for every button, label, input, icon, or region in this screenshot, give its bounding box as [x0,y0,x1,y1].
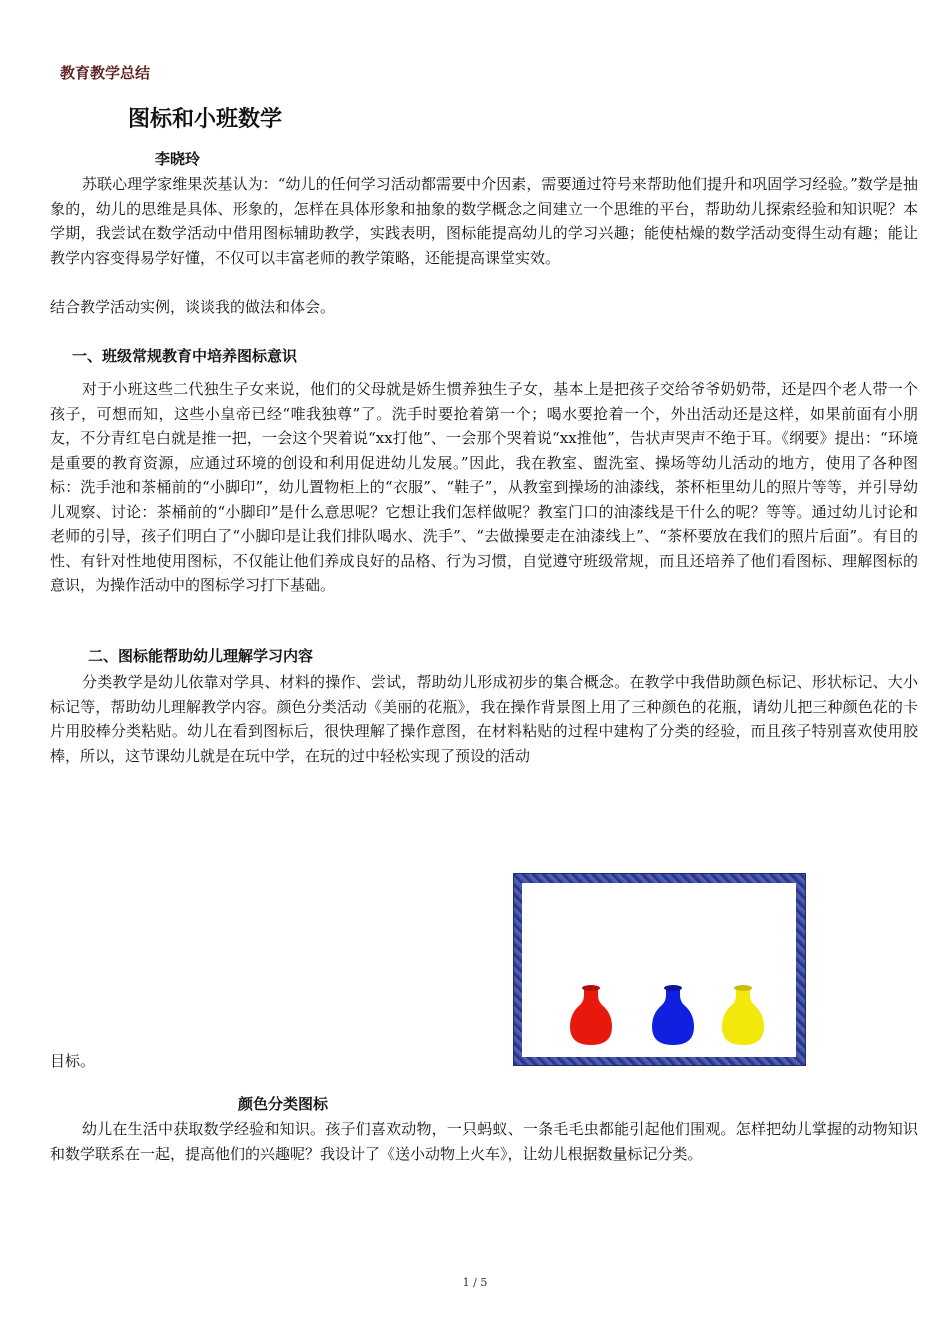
section-3-paragraph: 幼儿在生活中获取数学经验和知识。孩子们喜欢动物，一只蚂蚁、一条毛毛虫都能引起他们围观。怎样把幼儿掌握的动物知识和数学联系在一起，提高他们的兴趣呢？我设计了《送小动物上火车》，让幼儿根据数量标记分类。 [50,1120,918,1163]
section-1-heading: 一、班级常规教育中培养图标意识 [72,347,298,365]
yellow-vase-icon [720,985,766,1047]
intro-paragraph: 苏联心理学家维果茨基认为：“幼儿的任何学习活动都需要中介因素，需要通过符号来帮助他们提升和巩固学习经验。”数学是抽象的，幼儿的思维是具体、形象的，怎样在具体形象和抽象的数学概念之间建立一个思维的平台，帮助幼儿探索经验和知识呢？本学期，我尝试在数学活动中借用图标辅助教学，实践表明，图标能提高幼儿的学习兴趣；能使枯燥的数学活动变得生动有趣；能让教学内容变得易学好懂，不仅可以丰富老师的教学策略，还能提高课堂实效。 [50,175,918,267]
section-2-heading: 二、图标能帮助幼儿理解学习内容 [88,647,314,665]
header-tag: 教育教学总结 [60,64,151,82]
page-number: 1 / 5 [462,1276,488,1289]
section-1-paragraph: 对于小班这些二代独生子女来说，他们的父母就是娇生惯养独生子女，基本上是把孩子交给爷爷奶奶带，还是四个老人带一个孩子，可想而知，这些小皇帝已经“唯我独尊”了。洗手时要抢着第一个；喝水要抢着一个，外出活动还是这样，如果前面有小朋友，不分青红皂白就是推一把，一会这个哭着说“xx打他”、一会那个哭着说“xx推他”，告状声哭声不绝于耳。《纲要》提出：“环境是重要的教育资源，应通过环境的创设和利用促进幼儿发展。”因此，我在教室、盥洗室、操场等幼儿活动的地方，使用了各种图标：洗手池和茶桶前的“小脚印”，幼儿置物柜上的“衣服”、“鞋子”，从教室到操场的油漆线，茶杯柜里幼儿的照片等等，并引导幼儿观察、讨论：茶桶前的“小脚印”是什么意思呢？它想让我们怎样做呢？教室门口的油漆线是干什么的呢？等等。通过幼儿讨论和老师的引导，孩子们明白了“小脚印是让我们排队喝水、洗手”、“去做操要走在油漆线上”、“茶杯要放在我们的照片后面”。有目的性、有针对性地使用图标，不仅能让他们养成良好的品格、行为习惯，自觉遵守班级常规，而且还培养了他们看图标、理解图标的意识，为操作活动中的图标学习打下基础。 [50,380,918,594]
vase-figure [513,873,806,1066]
section-2-paragraph: 分类教学是幼儿依靠对学具、材料的操作、尝试，帮助幼儿形成初步的集合概念。在教学中我借助颜色标记、形状标记、大小标记等，帮助幼儿理解教学内容。颜色分类活动《美丽的花瓶》，我在操作背景图上用了三种颜色的花瓶，请幼儿把三种颜色花的卡片用胶棒分类粘贴。幼儿在看到图标后，很快理解了操作意图，在材料粘贴的过程中建构了分类的经验，而且孩子特别喜欢使用胶棒，所以，这节课幼儿就是在玩中学，在玩的过中轻松实现了预设的活动 [50,673,918,765]
document-title: 图标和小班数学 [128,107,283,132]
author-name: 李晓玲 [155,150,201,168]
red-vase-icon [568,985,614,1047]
intro-followup: 结合教学活动实例，谈谈我的做法和体会。 [50,298,336,316]
blue-vase-icon [650,985,696,1047]
vase-figure-canvas [522,883,796,1057]
figure-caption: 颜色分类图标 [238,1095,329,1113]
section-2-tail: 目标。 [50,1052,96,1070]
